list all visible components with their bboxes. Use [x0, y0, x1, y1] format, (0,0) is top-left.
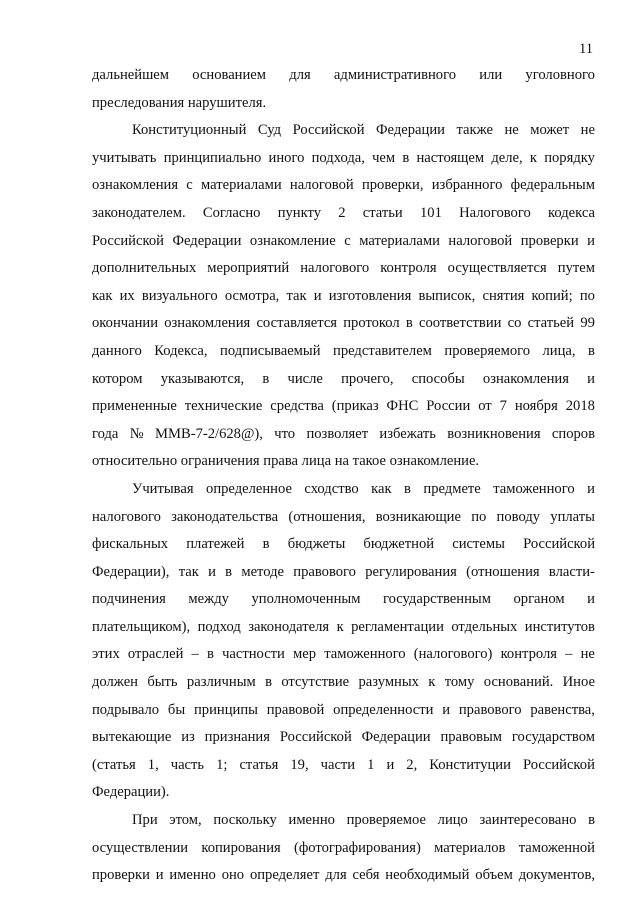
text-line: Федерации).: [92, 784, 170, 801]
paragraph: [92, 477, 595, 808]
text-line: проверки и именно оно определяет для себя необходимый объем документов,: [92, 867, 595, 884]
paragraph: [92, 63, 595, 118]
text-line: При этом, поскольку именно проверяемое лицо заинтересовано в: [132, 812, 595, 829]
document-body: [92, 63, 595, 891]
text-line: как их визуального осмотра, так и изготовления выписок, снятия копий; по: [92, 287, 595, 304]
text-line: Российской Федерации ознакомление с материалами налоговой проверки и: [92, 232, 595, 249]
text-line: осуществлении копирования (фотографирования) материалов таможенной: [92, 839, 595, 856]
text-line: Конституционный Суд Российской Федерации также не может не: [132, 122, 595, 139]
text-line: окончании ознакомления составляется протокол в соответствии со статьей 99: [92, 315, 595, 332]
text-line: года № ММВ-7-2/628@), что позволяет избежать возникновения споров: [92, 425, 595, 442]
text-line: фискальных платежей в бюджеты бюджетной системы Российской: [92, 536, 595, 553]
text-line: (статья 1, часть 1; статья 19, части 1 и 2, Конституции Российской: [92, 756, 595, 773]
text-line: должен быть различным в отсутствие разумных к тому оснований. Иное: [92, 674, 595, 691]
text-line: этих отраслей – в частности мер таможенного (налогового) контроля – не: [92, 646, 595, 663]
text-line: плательщиком), подход законодателя к регламентации отдельных институтов: [92, 618, 595, 635]
text-line: примененные технические средства (приказ ФНС России от 7 ноября 2018: [92, 398, 595, 415]
text-line: ознакомления с материалами налоговой проверки, избранного федеральным: [92, 177, 595, 194]
text-line: данного Кодекса, подписываемый представителем проверяемого лица, в: [92, 342, 595, 359]
text-line: учитывать принципиально иного подхода, чем в настоящем деле, к порядку: [92, 149, 595, 166]
paragraph: [92, 808, 595, 891]
text-line: налогового законодательства (отношения, возникающие по поводу уплаты: [92, 508, 595, 525]
text-line: Федерации), так и в методе правового регулирования (отношения власти-: [92, 563, 595, 580]
text-line: преследования нарушителя.: [92, 94, 267, 111]
text-line: Учитывая определенное сходство как в предмете таможенного и: [132, 480, 595, 497]
text-line: относительно ограничения права лица на такое ознакомление.: [92, 453, 480, 470]
text-line: законодателем. Согласно пункту 2 статьи 101 Налогового кодекса: [92, 204, 595, 221]
text-line: подрывало бы принципы правовой определенности и правового равенства,: [92, 701, 595, 718]
text-line: дополнительных мероприятий налогового контроля осуществляется путем: [92, 260, 595, 277]
text-line: подчинения между уполномоченным государственным органом и: [92, 591, 595, 608]
text-line: дальнейшем основанием для административного или уголовного: [92, 67, 595, 83]
text-line: вытекающие из признания Российской Федерации правовым государством: [92, 729, 595, 746]
page-number: 11: [579, 41, 593, 57]
paragraph: [92, 118, 595, 477]
text-line: котором указываются, в числе прочего, способы ознакомления и: [92, 370, 595, 387]
